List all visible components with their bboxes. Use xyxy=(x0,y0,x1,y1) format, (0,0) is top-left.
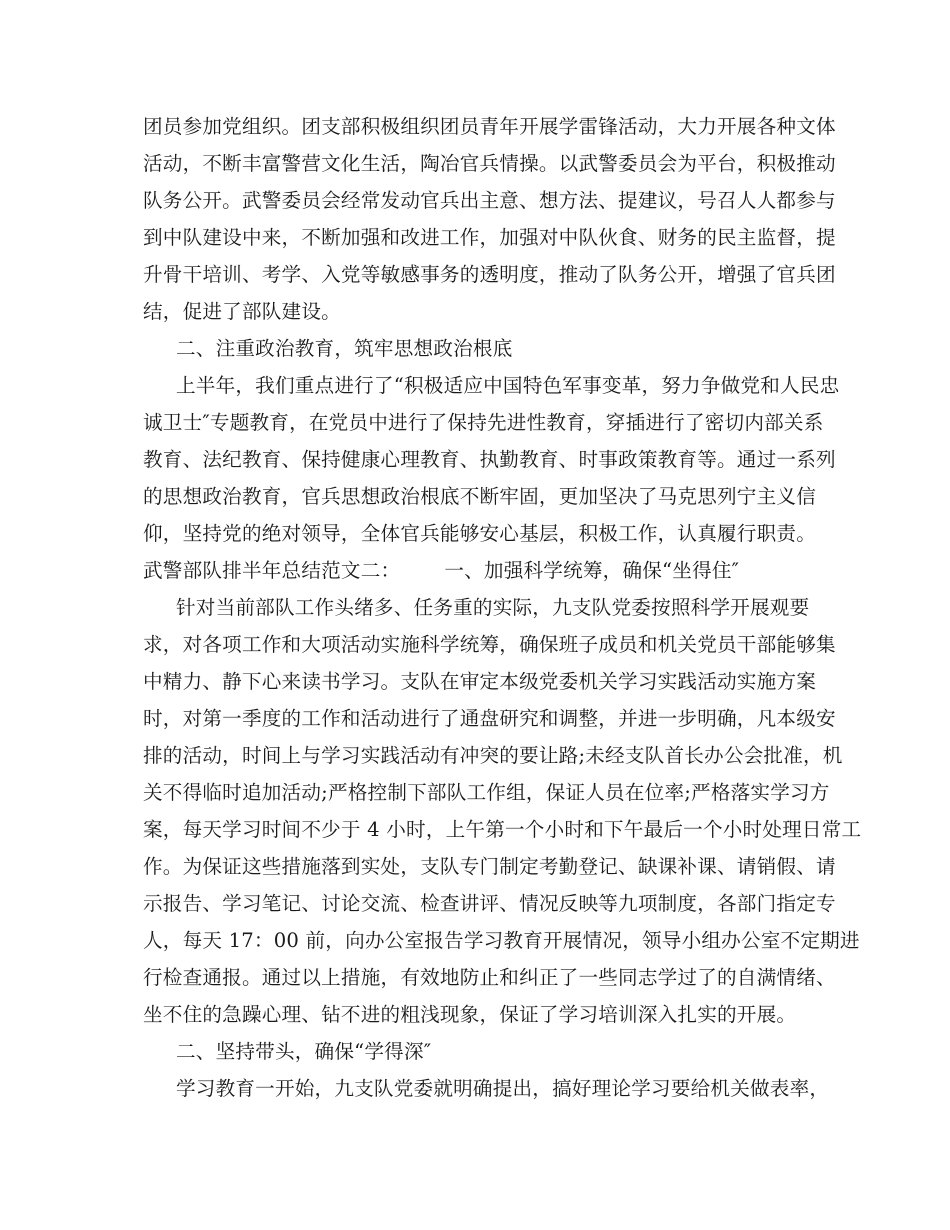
body-text-line: 排的活动，时间上与学习实践活动有冲突的要让路;未经支队首长办公会批准，机 xyxy=(143,744,843,767)
body-text-line: 活动，不断丰富警营文化生活，陶冶官兵情操。以武警委员会为平台，积极推动 xyxy=(143,152,836,175)
body-text-line: 示报告、学习笔记、讨论交流、检查讲评、情况反映等九项制度，各部门指定专 xyxy=(143,892,836,915)
body-text-line: 中精力、静下心来读书学习。支队在审定本级党委机关学习实践活动实施方案 xyxy=(143,670,816,693)
body-text-line: 人，每天 17：00 前，向办公室报告学习教育开展情况，领导小组办公室不定期进 xyxy=(143,929,860,952)
paragraph-first-line: 上半年，我们重点进行了“积极适应中国特色军事变革，努力争做党和人民忠 xyxy=(176,374,840,397)
body-text-line: 求，对各项工作和大项活动实施科学统筹，确保班子成员和机关党员干部能够集 xyxy=(143,633,836,656)
body-text-line: 教育、法纪教育、保持健康心理教育、执勤教育、时事政策教育等。通过一系列 xyxy=(143,448,836,471)
body-text-line: 到中队建设中来，不断加强和改进工作，加强对中队伙食、财务的民主监督，提 xyxy=(143,226,836,249)
body-text-line: 关不得临时追加活动;严格控制下部队工作组，保证人员在位率;严格落实学习方 xyxy=(143,781,830,804)
body-text-line: 诚卫士″专题教育，在党员中进行了保持先进性教育，穿插进行了密切内部关系 xyxy=(143,411,824,434)
body-text-line: 团员参加党组织。团支部积极组织团员青年开展学雷锋活动，大力开展各种文体 xyxy=(143,115,836,138)
body-text-line: 仰，坚持党的绝对领导，全体官兵能够安心基层，积极工作，认真履行职责。 xyxy=(143,522,816,545)
section-heading: 二、注重政治教育，筑牢思想政治根底 xyxy=(176,337,513,360)
body-text-line: 结，促进了部队建设。 xyxy=(143,300,341,323)
article-title-line xyxy=(143,552,823,589)
body-text-line: 的思想政治教育，官兵思想政治根底不断牢固，更加坚决了马克思列宁主义信 xyxy=(143,485,816,508)
paragraph-first-line: 针对当前部队工作头绪多、任务重的实际，九支队党委按照科学开展观要 xyxy=(176,596,810,619)
paragraph-first-line: 学习教育一开始，九支队党委就明确提出，搞好理论学习要给机关做表率， xyxy=(176,1077,830,1100)
body-text-line: 队务公开。武警委员会经常发动官兵出主意、想方法、提建议，号召人人都参与 xyxy=(143,189,836,212)
body-text-line: 作。为保证这些措施落到实处，支队专门制定考勤登记、缺课补课、请销假、请 xyxy=(143,855,836,878)
body-text-line: 升骨干培训、考学、入党等敏感事务的透明度，推动了队务公开，增强了官兵团 xyxy=(143,263,836,286)
section-heading: 二、坚持带头，确保“学得深″ xyxy=(176,1040,432,1063)
article-title: 武警部队排半年总结范文二： xyxy=(143,559,401,582)
body-text-line: 时，对第一季度的工作和活动进行了通盘研究和调整，并进一步明确，凡本级安 xyxy=(143,707,836,730)
body-text-line: 行检查通报。通过以上措施，有效地防止和纠正了一些同志学过了的自满情绪、 xyxy=(143,966,836,989)
body-text-line: 案，每天学习时间不少于 4 小时，上午第一个小时和下午最后一个小时处理日常工 xyxy=(143,818,862,841)
section-heading: 一、加强科学统筹，确保“坐得住″ xyxy=(444,559,740,582)
body-text-line: 坐不住的急躁心理、钻不进的粗浅现象，保证了学习培训深入扎实的开展。 xyxy=(143,1003,797,1026)
